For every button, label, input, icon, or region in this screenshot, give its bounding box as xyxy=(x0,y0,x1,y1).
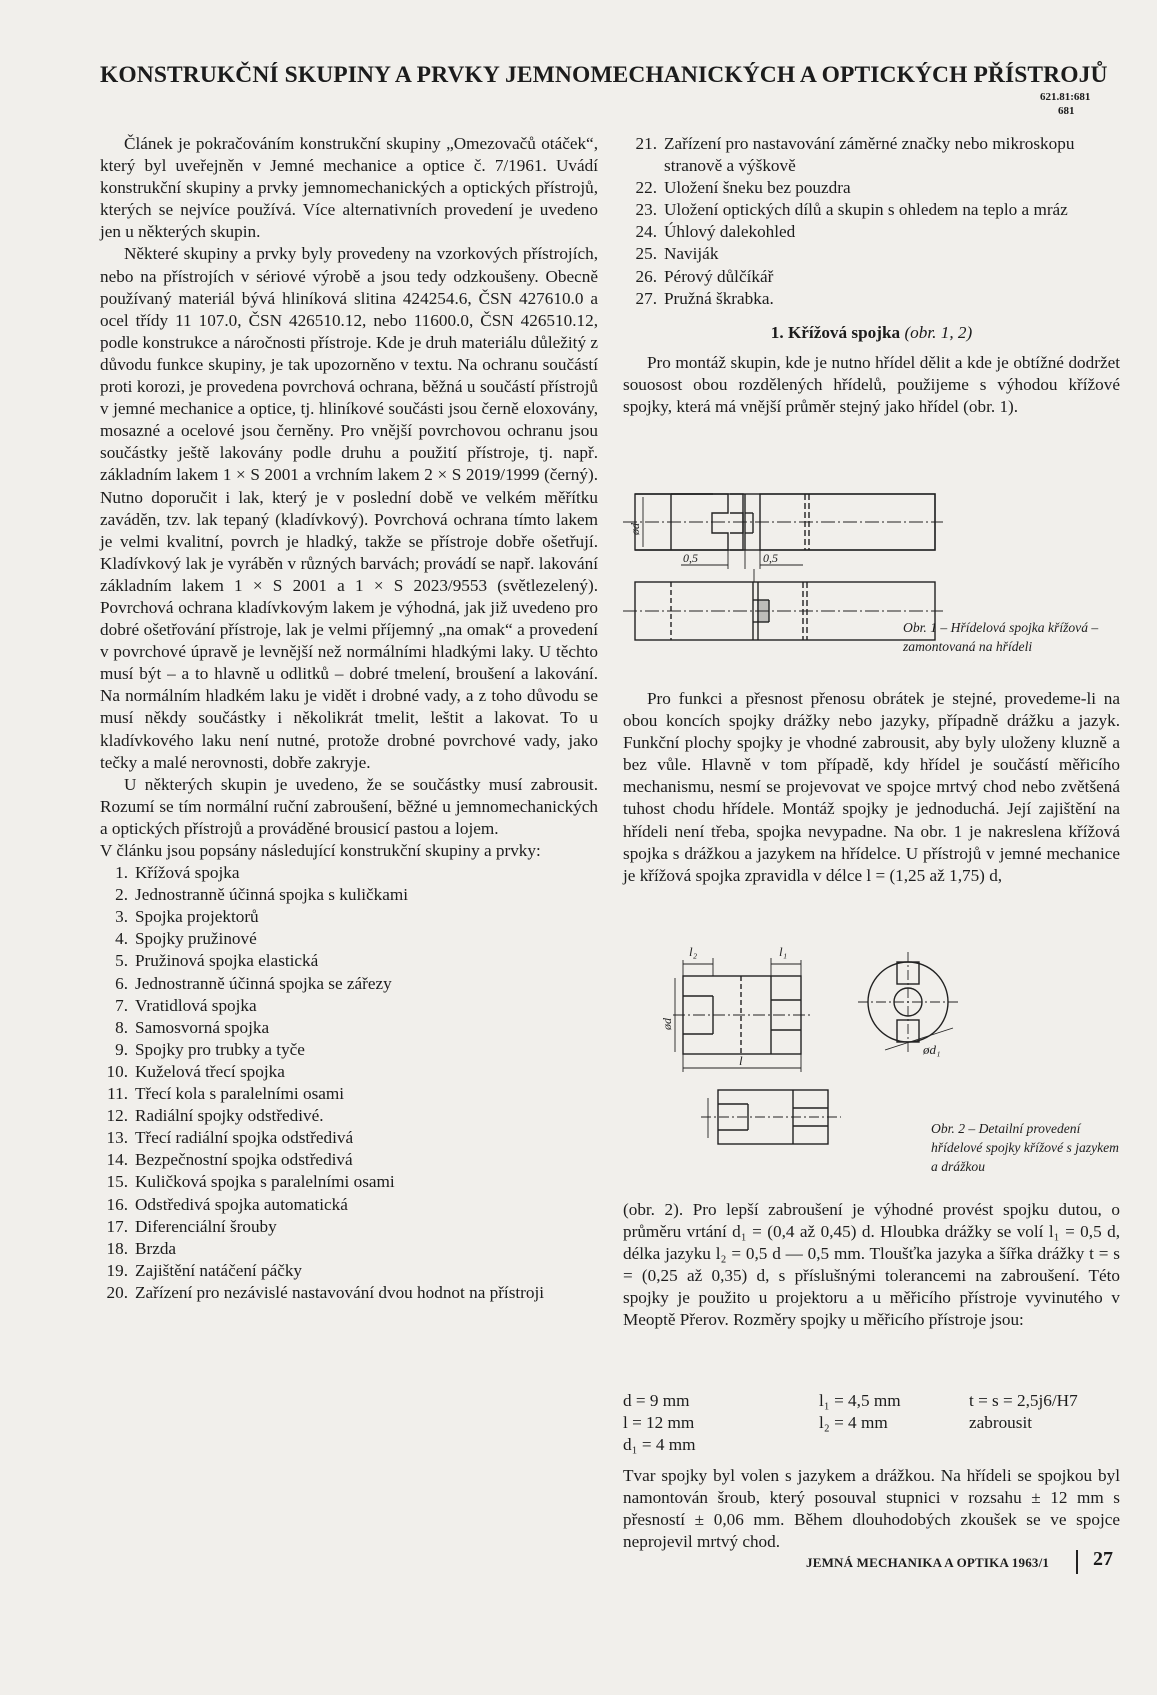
list-item: 21. Zařízení pro nastavování záměrné značky nebo mikroskopu stranově a výškově xyxy=(635,134,1075,176)
list-item: 9. Spojky pro trubky a tyče xyxy=(115,1039,305,1059)
page-number: 27 xyxy=(1093,1548,1113,1570)
udc-code xyxy=(1040,90,1090,118)
list-intro-paragraph: V článku jsou popsány následující konstrukční skupiny a prvky: xyxy=(100,841,541,860)
list-item: 11. Třecí kola s paralelními osami xyxy=(107,1084,345,1104)
dimension-row: l = 12 mm l₂ = 4 mm zabrousit xyxy=(623,1413,1033,1433)
list-item: 23. Uložení optických dílů a skupin s ohledem na teplo a mráz xyxy=(635,200,1068,220)
list-item: 10. Kuželová třecí spojka xyxy=(106,1061,285,1081)
left-column xyxy=(100,133,598,1304)
list-item: 2. Jednostranně účinná spojka s kuličkami xyxy=(115,885,409,905)
right-column-mid xyxy=(623,688,1120,887)
section-heading-ref: (obr. 1, 2) xyxy=(904,322,973,342)
footer-divider xyxy=(1076,1550,1078,1574)
journal-footer: JEMNÁ MECHANIKA A OPTIKA 1963/1 xyxy=(806,1555,1050,1570)
list-item: 16. Odstředivá spojka automatická xyxy=(106,1194,348,1214)
materials-paragraph: Některé skupiny a prvky byly provedeny na vzorkových přístrojích, nebo na přístrojích v sériové výrobě a jsou tedy odzkoušeny. Obecně používaný materiál bývá hliníková slitina 424254.6, ČSN 427610.0 a ocel třídy 11 107.0, ČSN 426510.12, nebo 11600.0, ČSN 426510.12, podle konstrukce a náročnosti přístroje. Kde je druh materiálu důležitý z důvodu funkce skupiny, je tak upozorněno v textu. Na ochranu součástí proti korozi, je provedena povrchová ochrana, běžná u součástí přístrojů v jemné mechanice a optice, tj. hliníkové součásti jsou černě eloxovány, mosazné a ocelové jsou černěny. Pro vnější povrchovou ochranu jsou součástky ještě lakovány podle druhu a použití přístroje, tj. např. základním lakem 1 × S 2001 a vrchním lakem 2 × S 2019/1999 (černý). Nutno doporučit i lak, který je v poslední době ve velkém měřítku zaváděn, tzv. lak tepaný (kladívkový). Povrchová ochrana tímto lakem je velmi kvalitní, povrch je hladký, takže se přístroje dobře ošetřují. Kladívkový lak je vyráběn v různých barvách; provádí se např. lakování základním lakem 1 × S 2001 a 1 × S 2023/9553 (světlezelený). Povrchová ochrana kladívkovým lakem je výhodná, jak již uvedeno pro dobré ošetřování přístroje, lak je velmi příjemný „na omak“ a provedení v povrchové úpravě je levnější než normálními hladkými laky. U těchto musí být – a to hlavně u odlitků – dobré tmelení, broušení a lakování. Na normálním hladkém laku je vidět i drobné vady, a z toho důvodu se musí někdy součástky i několikrát tmelit, leštit a lakovat. To u kladívkového laku není nutné, protože drobné povrchové vady, jako tečky a malé nerovnosti, dobře zakryje. xyxy=(100,244,598,772)
section-heading xyxy=(623,322,1120,344)
intro-paragraph: Článek je pokračováním konstrukční skupiny „Omezovačů otáček“, který byl uveřejněn v Jemné mechanice a optice č. 7/1961. Uvádí konstrukční skupiny a prvky jemnomechanických a optických přístrojů, kterých se nejvíce používá. Více alternativních provedení je uvedeno jen u některých skupin. xyxy=(100,134,598,242)
list-item: 13. Třecí radiální spojka odstředivá xyxy=(106,1128,354,1148)
list-item: 14. Bezpečnostní spojka odstředivá xyxy=(106,1150,353,1170)
fig2-label-d1: ød₁ xyxy=(923,1042,941,1057)
group-list-continued xyxy=(623,133,1120,310)
section-paragraph-3: (obr. 2). Pro lepší zabroušení je výhodné provést spojku dutou, o průměru vrtání d₁ = (0,4 až 0,45) d. Hloubka drážky se volí l₁ = 0,5 d, délka jazyku l₂ = 0,5 d — 0,5 mm. Tloušťka jazyka a šířka drážky t = s = (0,25 až 0,35) d, s příslušnými tolerancemi na zabroušení. Této spojky je použito u projektoru a u měřicího přístroje vyvinutého v Meoptě Přerov. Rozměry spojky u měřicího přístroje jsou: xyxy=(623,1200,1120,1330)
section-paragraph-1: Pro montáž skupin, kde je nutno hřídel dělit a kde je obtížné dodržet souosost obou rozdělených hřídelů, použijeme s výhodou křížové spojky, která má vnější průměr stejný jako hřídel (obr. 1). xyxy=(623,352,1120,417)
dimension-row: d = 9 mm l₁ = 4,5 mm t = s = 2,5j6/H7 xyxy=(623,1391,1078,1410)
list-item: 20. Zařízení pro nezávislé nastavování dvou hodnot na přístroji xyxy=(106,1282,545,1302)
list-item: 18. Brzda xyxy=(106,1238,177,1258)
list-item: 15. Kuličková spojka s paralelními osami xyxy=(106,1172,395,1192)
list-item: 24. Úhlový dalekohled xyxy=(635,222,796,242)
right-column-top xyxy=(623,133,1120,418)
fig1-label-d: ød xyxy=(628,523,642,535)
list-item: 22. Uložení šneku bez pouzdra xyxy=(635,178,851,198)
list-item: 8. Samosvorná spojka xyxy=(115,1017,270,1037)
dimension-table xyxy=(623,1390,1120,1456)
list-item: 5. Pružinová spojka elastická xyxy=(115,951,319,971)
list-item: 26. Pérový důlčíkář xyxy=(635,266,774,286)
fig2-label-l: l xyxy=(739,1053,743,1068)
fig1-dim-a: 0,5 xyxy=(683,551,698,565)
list-item: 25. Naviják xyxy=(635,244,719,264)
right-column-lower xyxy=(623,1199,1120,1332)
fig2-label-l1: l₁ xyxy=(779,944,788,959)
right-column-end xyxy=(623,1465,1120,1553)
grinding-paragraph: U některých skupin je uvedeno, že se součástky musí zabrousit. Rozumí se tím normální ruční zabroušení, běžné u jemnomechanických a optických přístrojů a prováděné brousicí pastou a lojem. xyxy=(100,774,598,838)
section-paragraph-2: Pro funkci a přesnost přenosu obrátek je stejné, provedeme-li na obou koncích spojky drážky nebo jazyky, případně drážku a jazyk. Funkční plochy spojky je vhodné zabrousit, aby byly uloženy kluzně a bez vůle. Hlavně v tom případě, kdy hřídel je součástí měřicího mechanismu, nesmí se projevovat ve spojce mrtvý chod nebo zvětšená tuhost chodu hřídele. Montáž spojky je jednoduchá. Její zajištění na hřídeli není třeba, spojka nevypadne. Na obr. 1 je nakreslena křížová spojka s drážkou a jazykem na hřídelce. U přístrojů v jemné mechanice je křížová spojka zpravidla v délce l = (1,25 až 1,75) d, xyxy=(623,689,1120,885)
section-heading-text: 1. Křížová spojka xyxy=(770,322,901,342)
fig2-label-d: ød xyxy=(660,1018,674,1030)
list-item: 4. Spojky pružinové xyxy=(115,929,257,949)
figure-2-caption: Obr. 2 – Detailní provedení hřídelové spojky křížové s jazykem a drážkou xyxy=(931,1121,1119,1174)
list-item: 1. Křížová spojka xyxy=(115,863,240,883)
list-item: 6. Jednostranně účinná spojka se zářezy xyxy=(115,973,392,993)
udc-line-2: 681 xyxy=(1058,105,1075,117)
udc-line-1: 621.81:681 xyxy=(1040,91,1091,103)
section-paragraph-4: Tvar spojky byl volen s jazykem a drážkou. Na hřídeli se spojkou byl namontován šroub, který posouval stupnici v rozsahu ± 12 mm s přesností ± 0,06 mm. Během dlouhodobých zkoušek se ve spojce neprojevil mrtvý chod. xyxy=(623,1466,1120,1552)
dimension-row: d₁ = 4 mm xyxy=(623,1435,696,1455)
list-item: 3. Spojka projektorů xyxy=(115,907,259,927)
list-item: 7. Vratidlová spojka xyxy=(115,995,257,1015)
list-item: 19. Zajištění natáčení páčky xyxy=(106,1260,303,1280)
list-item: 27. Pružná škrabka. xyxy=(635,288,774,308)
list-item: 12. Radiální spojky odstředivé. xyxy=(106,1106,324,1126)
list-item: 17. Diferenciální šrouby xyxy=(106,1216,277,1236)
article-title: KONSTRUKČNÍ SKUPINY A PRVKY JEMNOMECHANICKÝCH A OPTICKÝCH PŘÍSTROJŮ xyxy=(100,62,1108,88)
fig1-dim-b: 0,5 xyxy=(763,551,778,565)
figure-1-caption: Obr. 1 – Hřídelová spojka křížová – zamontovaná na hřídeli xyxy=(903,620,1099,654)
group-list xyxy=(100,862,598,1304)
fig2-label-l2: l₂ xyxy=(689,944,698,959)
